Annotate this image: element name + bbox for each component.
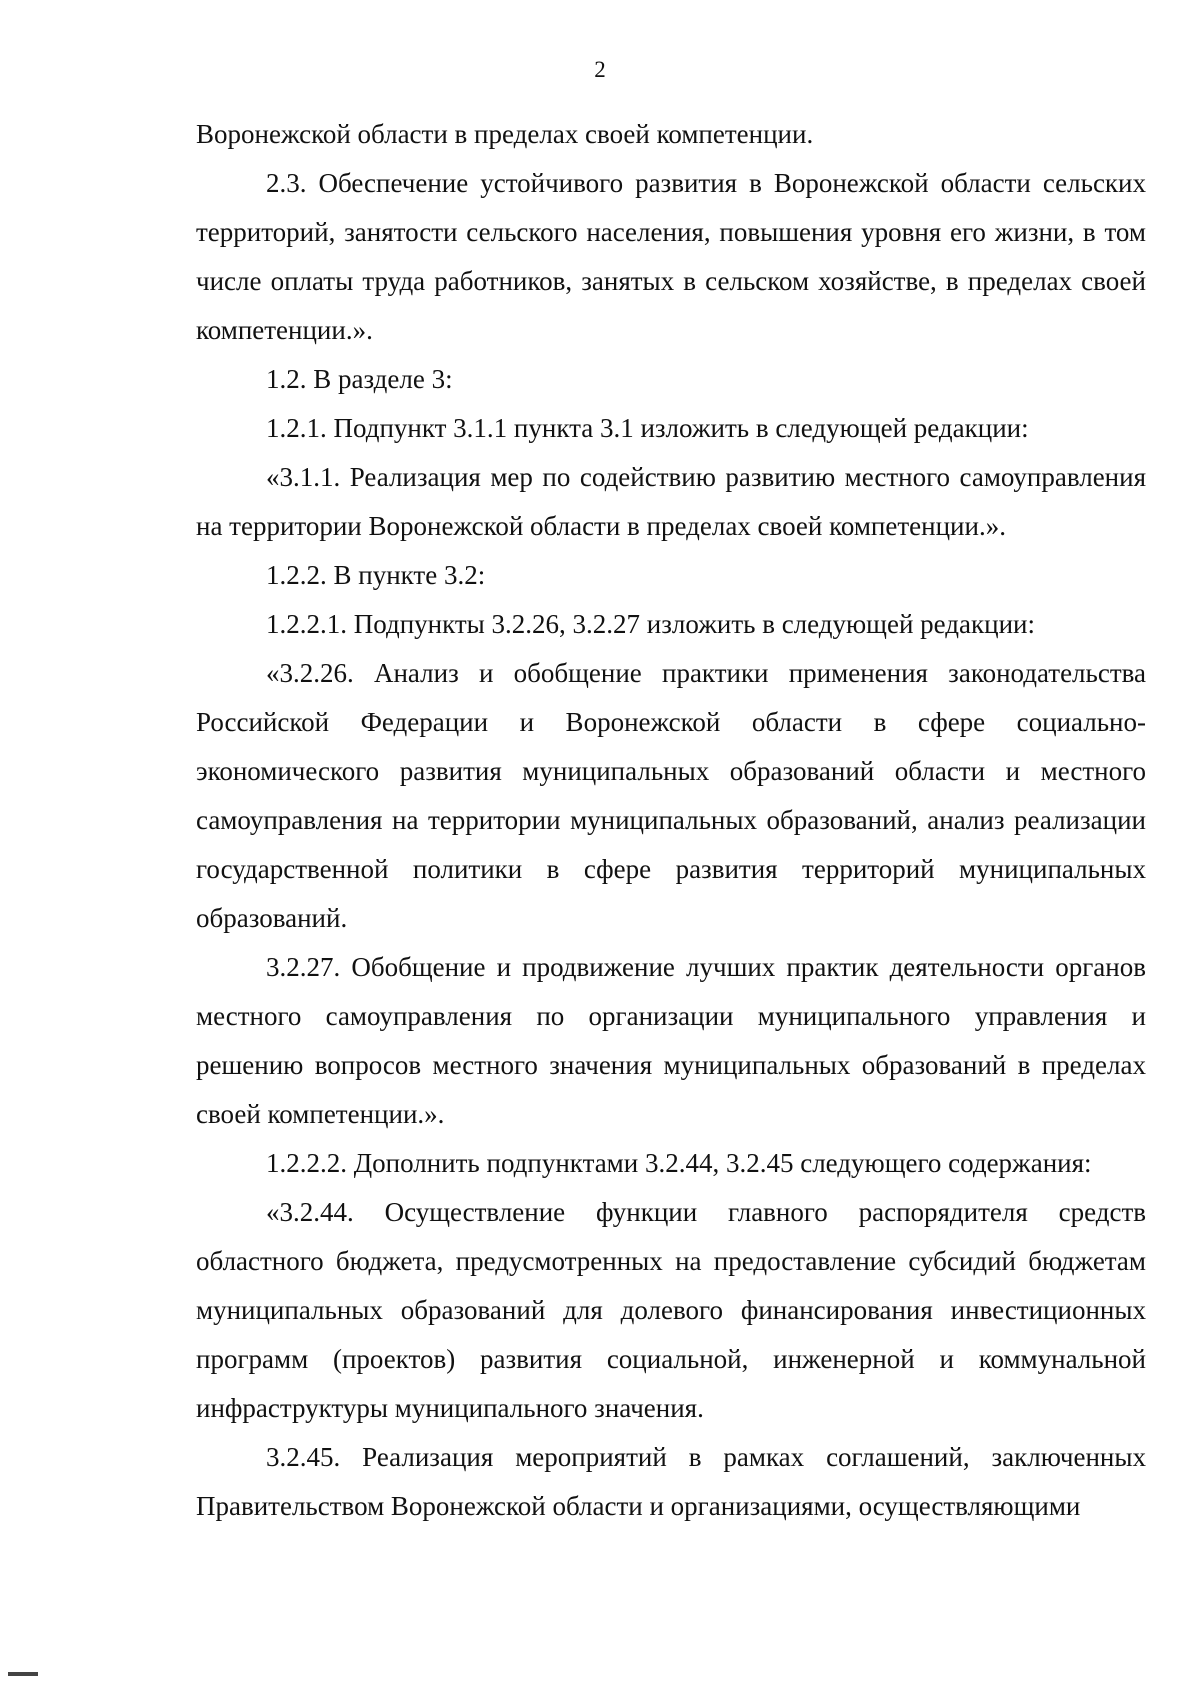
scan-artifact-mark xyxy=(8,1672,38,1676)
paragraph-3-2-45: 3.2.45. Реализация мероприятий в рамках соглашений, заключенных Правительством Воронежской области и организациями, осуществляющими xyxy=(196,1442,1146,1521)
paragraph-2-3: 2.3. Обеспечение устойчивого развития в Воронежской области сельских территорий, занятости сельского населения, повышения уровня его жизни, в том числе оплаты труда работников, занятых в сельском хозяйстве, в пределах своей компетенции.». xyxy=(196,168,1146,345)
paragraph-3-2-26: «3.2.26. Анализ и обобщение практики применения законодательства Российской Федерации и Воронежской области в сфере социально-экономического развития муниципальных образований области и местного самоуправления на территории муниципальных образований, анализ реализации государственной политики в сфере развития территорий муниципальных образований. xyxy=(196,658,1146,933)
document-body xyxy=(196,110,1146,1531)
paragraph-1-2-2-2: 1.2.2.2. Дополнить подпунктами 3.2.44, 3.2.45 следующего содержания: xyxy=(266,1148,1092,1178)
page-number: 2 xyxy=(594,57,606,82)
paragraph-1-2-2-1: 1.2.2.1. Подпункты 3.2.26, 3.2.27 изложить в следующей редакции: xyxy=(266,609,1035,639)
paragraph-1-2-1: 1.2.1. Подпункт 3.1.1 пункта 3.1 изложить в следующей редакции: xyxy=(266,413,1029,443)
paragraph-1-2-2: 1.2.2. В пункте 3.2: xyxy=(266,560,486,590)
paragraph-3-1-1: «3.1.1. Реализация мер по содействию развитию местного самоуправления на территории Воронежской области в пределах своей компетенции.». xyxy=(196,462,1146,541)
paragraph-3-2-44: «3.2.44. Осуществление функции главного распорядителя средств областного бюджета, предусмотренных на предоставление субсидий бюджетам муниципальных образований для долевого финансирования инвестиционных программ (проектов) развития социальной, инженерной и коммунальной инфраструктуры муниципального значения. xyxy=(196,1197,1146,1423)
paragraph-1-2: 1.2. В разделе 3: xyxy=(266,364,453,394)
paragraph-continuation: Воронежской области в пределах своей компетенции. xyxy=(196,119,814,149)
paragraph-3-2-27: 3.2.27. Обобщение и продвижение лучших практик деятельности органов местного самоуправления по организации муниципального управления и решению вопросов местного значения муниципальных образований в пределах своей компетенции.». xyxy=(196,952,1146,1129)
